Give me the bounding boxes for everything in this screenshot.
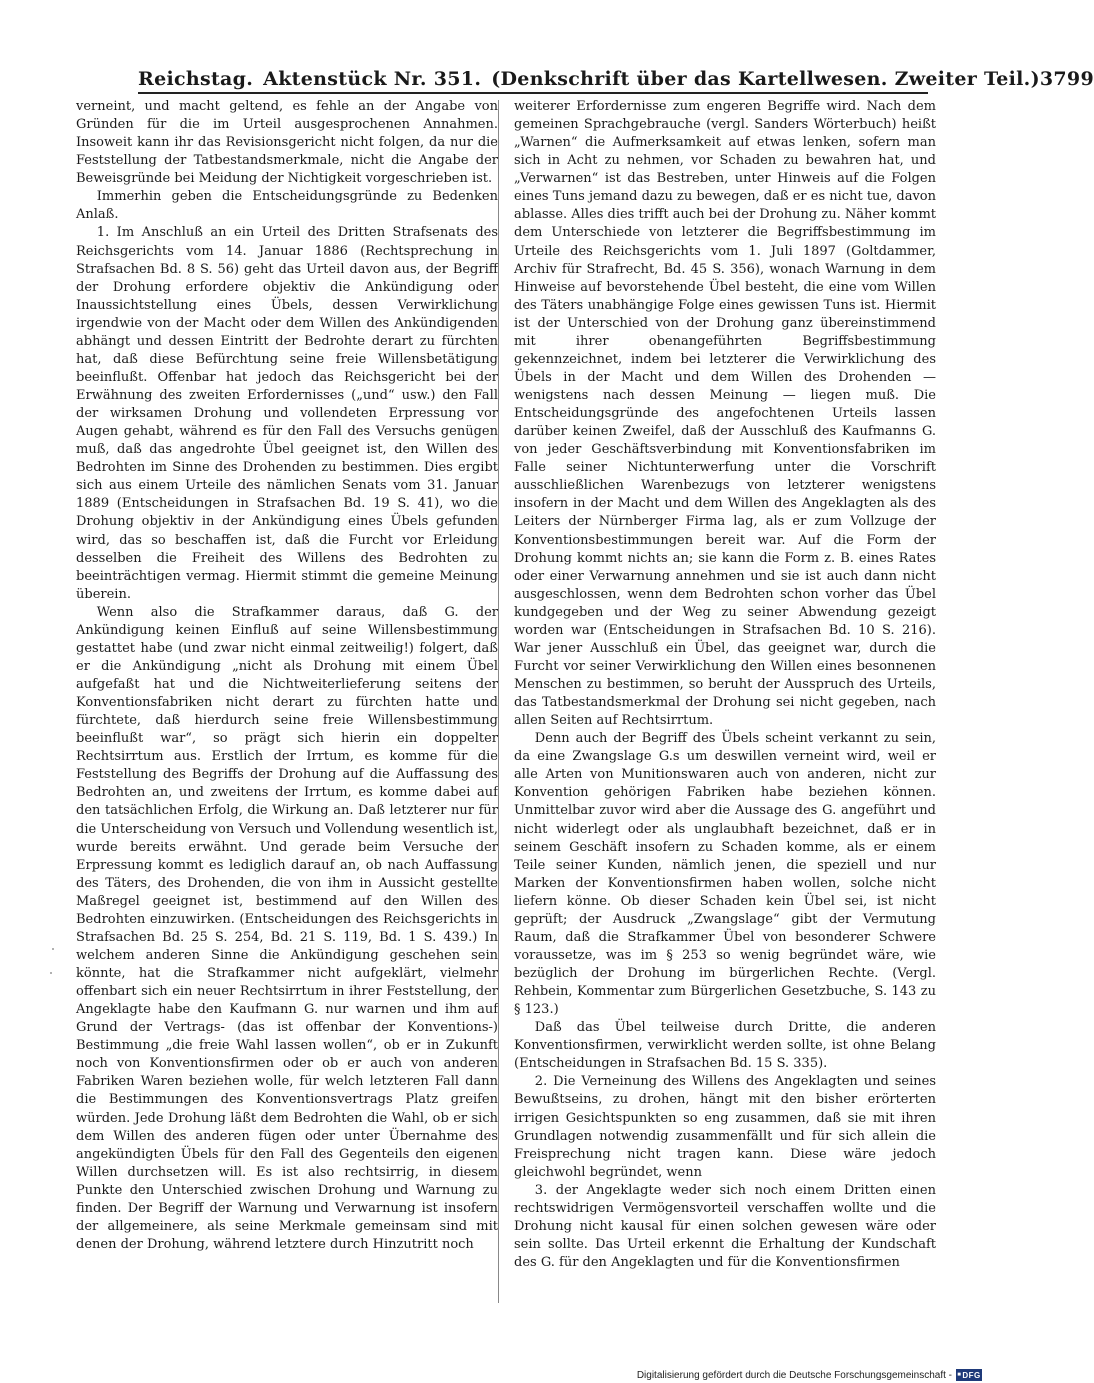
left-paragraph: 1. Im Anschluß an ein Urteil des Dritten Strafsenats des Reichsgerichts vom 14. Januar 1886 (Rechtsprechung in Strafsachen Bd. 8 S. 56) geht das Urteil davon aus, der Begriff der Drohung erfordere objektiv die Ankündigung oder Inaussichtstellung eines Übels, dessen Verwirklichung irgendwie von der Macht oder dem Willen des Ankündigenden abhängt und dessen Eintritt der Bedrohte derart zu fürchten hat, daß diese Befürchtung seine freie Willensbetätigung beeinflußt. Offenbar hat jedoch das Reichsgericht bei der Erwähnung des zweiten Erfordernisses („und“ usw.) den Fall der wirksamen Drohung und vollendeten Erpressung vor Augen gehabt, während es für den Fall des Versuchs genügen muß, daß das angedrohte Übel geeignet ist, den Willen des Bedrohten im Sinne des Drohenden zu bestimmen. Dies ergibt sich aus einem Urteile des nämlichen Senats vom 31. Januar 1889 (Entscheidungen in Strafsachen Bd. 19 S. 41), wo die Drohung objektiv in der Ankündigung eines Übels gefunden wird, das so beschaffen ist, daß die Furcht vor Erleidung desselben die Freiheit des Willens des Bedrohten zu beeinträchtigen vermag. Hiermit stimmt die gemeine Meinung überein. bbox=[76, 225, 498, 602]
right-paragraph: Daß das Übel teilweise durch Dritte, die anderen Konventionsfirmen, verwirklicht werden sollte, ist ohne Belang (Entscheidungen in Strafsachen Bd. 15 S. 335). bbox=[514, 1020, 936, 1072]
right-paragraph: 2. Die Verneinung des Willens des Angeklagten und seines Bewußtseins, zu drohen, hängt mit den bisher erörterten irrigen Gesichtspunkten so eng zusammen, daß sie mit ihren Grundlagen notwendig zusammenfällt und für sich allein die Freisprechung nicht tragen kann. Diese wäre jedoch gleichwohl begründet, wenn bbox=[514, 1074, 936, 1180]
page-number: 3799 bbox=[1039, 68, 1094, 90]
header-left bbox=[138, 68, 1040, 90]
left-paragraph: Wenn also die Strafkammer daraus, daß G. der Ankündigung keinen Einfluß auf seine Willensbestimmung gestattet habe (und zwar nicht einmal zeitweilig!) folgert, daß er die Ankündigung „nicht als Drohung mit einem Übel aufgefaßt hat und die Nichtweiterlieferung seitens der Konventionsfabriken nicht derart zu fürchten hatte und fürchtete, daß hierdurch seine freie Willensbestimmung beeinflußt war“, so prägt sich hierin ein doppelter Rechtsirrtum aus. Erstlich der Irrtum, es komme für die Feststellung des Begriffs der Drohung auf die Auffassung des Bedrohten an, und zweitens der Irrtum, es komme dabei auf den tatsächlichen Erfolg, die Wirkung an. Daß letzterer nur für die Unterscheidung von Versuch und Vollendung wesentlich ist, wurde bereits erwähnt. Und gerade beim Versuche der Erpressung kommt es lediglich darauf an, ob nach Auffassung des Täters, des Drohenden, die von ihm in Aussicht gestellte Maßregel geeignet ist, bestimmend auf den Willen des Bedrohten einzuwirken. (Entscheidungen des Reichsgerichts in Strafsachen Bd. 25 S. 254, Bd. 21 S. 119, Bd. 1 S. 439.) In welchem anderen Sinne die Ankündigung geschehen sein könnte, hat die Strafkammer nicht aufgeklärt, vielmehr offenbart sich ein neuer Rechtsirrtum in ihrer Feststellung, der Angeklagte habe den Kaufmann G. nur warnen und ihm auf Grund der Vertrags- (das ist offenbar der Konventions-) Bestimmung „die freie Wahl lassen wollen“, ob er in Zukunft noch von Konventionsfirmen oder ob er auch von anderen Fabriken Waren beziehen wolle, für welch letzteren Fall dann die Bestimmungen des Konventionsvertrags Platz greifen würden. Jede Drohung läßt dem Bedrohten die Wahl, ob er sich dem Willen des anderen fügen oder unter Übernahme des angekündigten Übels für den Fall des Gegenteils den eigenen Willen durchsetzen will. Es ist also rechtsirrig, in diesem Punkte den Unterschied zwischen Drohung und Warnung zu finden. Der Begriff der Warnung und Verwarnung ist insofern der allgemeinere, als seine Merkmale gemeinsam sind mit denen der Drohung, während letztere durch Hinzutritt noch bbox=[76, 604, 498, 1252]
header-subject: (Denkschrift über das Kartellwesen. Zweiter Teil.) bbox=[491, 68, 1040, 90]
header-aktenstueck: Aktenstück Nr. 351. bbox=[263, 68, 482, 90]
scan-speck bbox=[50, 972, 52, 974]
left-paragraph: verneint, und macht geltend, es fehle an der Angabe von Gründen für die im Urteil ausgesprochenen Annahmen. Insoweit kann ihr das Revisionsgericht nicht folgen, da nur die Feststellung der Tatbestandsmerkmale, nicht die Angabe der Beweisgründe bei Meidung der Nichtigkeit vorgeschrieben ist. bbox=[76, 99, 498, 187]
column-divider bbox=[498, 100, 499, 1303]
text-columns bbox=[76, 98, 936, 1303]
right-paragraph: 3. der Angeklagte weder sich noch einem Dritten einen rechtswidrigen Vermögensvorteil verschaffen wollte und die Drohung nicht kausal für einen solchen gewesen wäre oder sein sollte. Das Urteil erkennt die Erhaltung der Kundschaft des G. für den Angeklagten und für die Konventionsfirmen bbox=[514, 1182, 936, 1270]
page-header bbox=[138, 58, 1094, 94]
digitization-credit: Digitalisierung gefördert durch die Deutsche Forschungsgemeinschaft - bbox=[636, 1369, 952, 1381]
right-column bbox=[514, 98, 936, 1303]
header-reichstag: Reichstag. bbox=[138, 68, 254, 90]
dfg-logo: ■ DFG bbox=[956, 1369, 982, 1381]
right-paragraph: Denn auch der Begriff des Übels scheint verkannt zu sein, da eine Zwangslage G.s um deswillen verneint wird, weil er alle Arten von Munitionswaren auch von anderen, nicht zur Konvention gehörigen Fabriken habe beziehen können. Unmittelbar zuvor wird aber die Aussage des G. angeführt und nicht widerlegt oder als unglaubhaft bezeichnet, daß er in seinem Geschäft insofern zu Schaden komme, als er einem Teile seiner Kunden, nämlich jenen, die speziell und nur Marken der Konventionsfirmen haben wollen, solche nicht liefern könne. Ob dieser Schaden kein Übel sei, ist nicht geprüft; der Ausdruck „Zwangslage“ gibt der Vermutung Raum, daß die Strafkammer Übel von besonderer Schwere voraussetze, was im § 253 so wenig begründet wäre, wie bezüglich der Drohung im bürgerlichen Rechte. (Vergl. Rehbein, Kommentar zum Bürgerlichen Gesetzbuche, S. 143 zu § 123.) bbox=[514, 731, 936, 1018]
scan-speck bbox=[52, 948, 54, 950]
left-column bbox=[76, 98, 498, 1303]
left-paragraph: Immerhin geben die Entscheidungsgründe zu Bedenken Anlaß. bbox=[76, 189, 498, 223]
page-footer bbox=[637, 1369, 982, 1381]
right-paragraph: weiterer Erfordernisse zum engeren Begriffe wird. Nach dem gemeinen Sprachgebrauche (vergl. Sanders Wörterbuch) heißt „Warnen“ die Aufmerksamkeit auf etwas lenken, sofern man sich in Acht zu nehmen, vor Schaden zu bewahren hat, und „Verwarnen“ ist das Bestreben, unter Hinweis auf die Folgen eines Tuns jemand dazu zu bewegen, daß er es nicht tue, davon ablasse. Alles dies trifft auch bei der Drohung zu. Näher kommt dem Unterschiede von letzterer die Begriffsbestimmung im Urteile des Reichsgerichts vom 1. Juli 1897 (Goltdammer, Archiv für Strafrecht, Bd. 45 S. 356), wonach Warnung in dem Hinweise auf bevorstehende Übel besteht, die eine vom Willen des Täters unabhängige Folge eines gewissen Tuns ist. Hiermit ist der Unterschied von der Drohung ganz übereinstimmend mit ihrer obenangeführten Begriffsbestimmung gekennzeichnet, indem bei letzterer die Verwirklichung des Übels in der Macht und dem Willen des Drohenden — wenigstens nach dessen Meinung — liegen muß. Die Entscheidungsgründe des angefochtenen Urteils lassen darüber keinen Zweifel, daß der Ausschluß des Kaufmanns G. von jeder Geschäftsverbindung mit Konventionsfabriken im Falle seiner Nichtunterwerfung unter die Vorschrift ausschließlichen Warenbezugs von letzterer wenigstens insofern in der Macht und dem Willen des Angeklagten als des Leiters der Nürnberger Firma lag, als er zum Vollzuge der Konventionsbestimmungen bereit war. Auf die Form der Drohung kommt nichts an; sie kann die Form z. B. eines Rates oder einer Verwarnung annehmen und sie ist auch dann nicht ausgeschlossen, wenn dem Bedrohten schon vorher das Übel kundgegeben und der Weg zu seiner Abwendung gezeigt worden war (Entscheidungen in Strafsachen Bd. 10 S. 216). War jener Ausschluß ein Übel, das geeignet war, durch die Furcht vor seiner Verwirklichung den Willen eines besonnenen Menschen zu bestimmen, so beruht der Ausspruch des Urteils, das Tatbestandsmerkmal der Drohung sei nicht gegeben, nach allen Seiten auf Rechtsirrtum. bbox=[514, 99, 936, 729]
